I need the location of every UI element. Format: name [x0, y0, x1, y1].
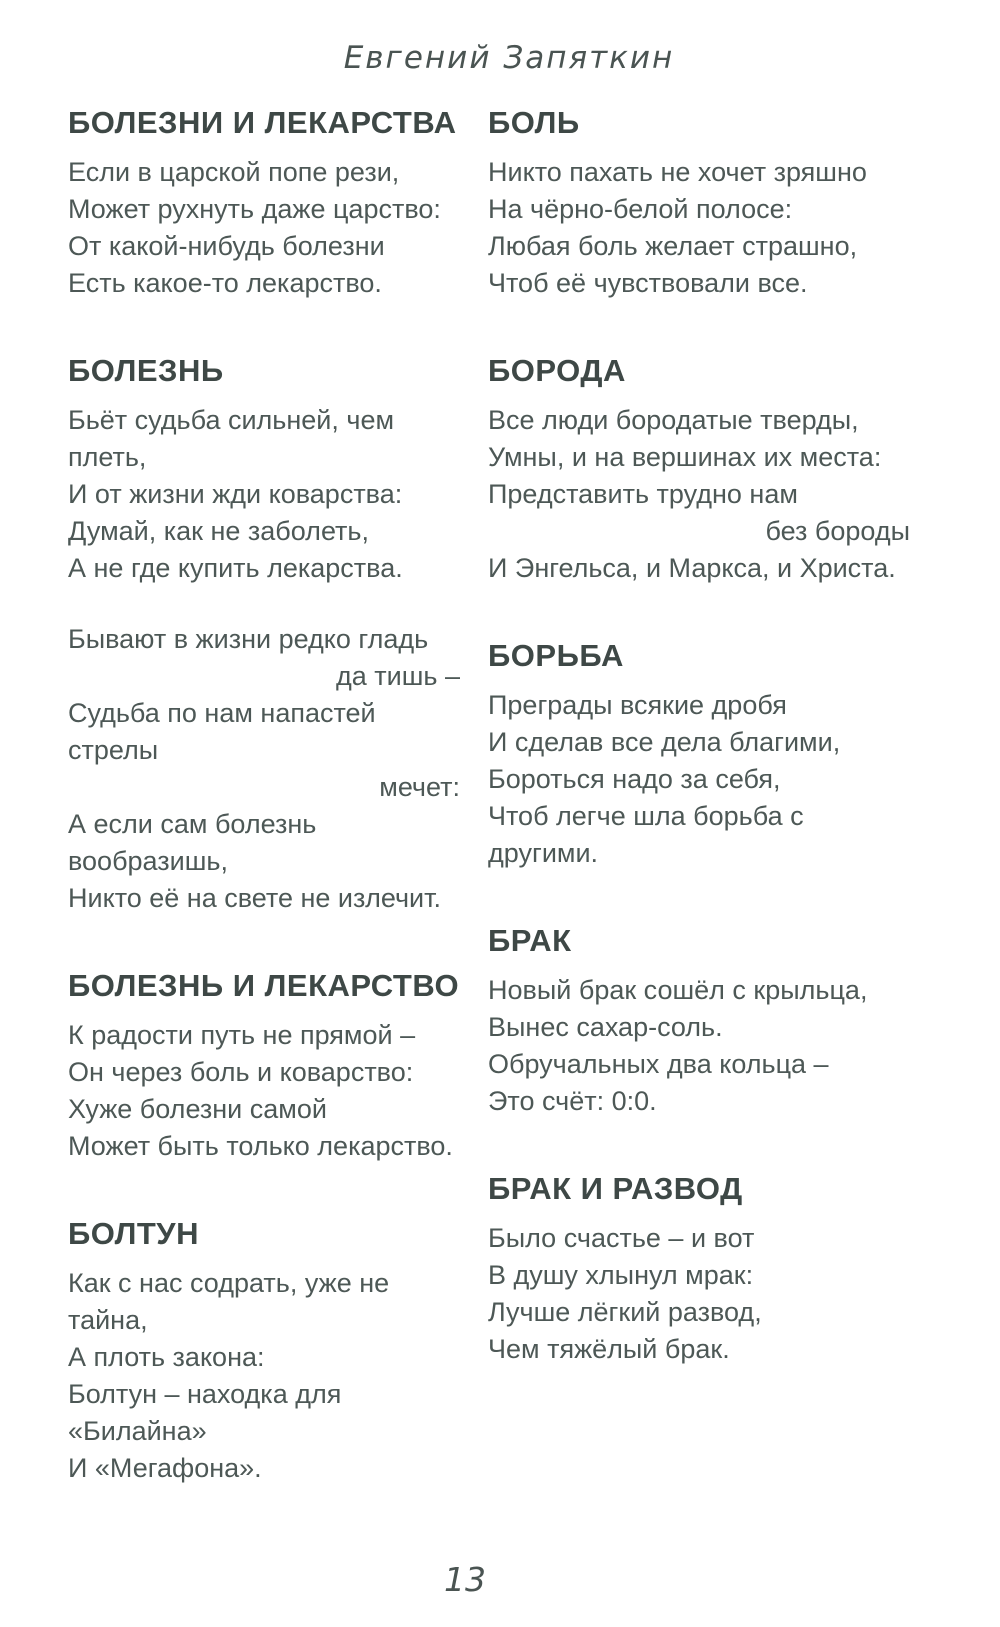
poem-line: Бороться надо за себя, [488, 764, 781, 794]
page-number: 13 [444, 1560, 486, 1599]
poem-section [488, 924, 910, 1120]
poem-line: Никто её на свете не излечит. [68, 883, 441, 913]
poem-section [68, 106, 460, 302]
poem-line: От какой-нибудь болезни [68, 231, 385, 261]
poem-line: Это счёт: 0:0. [488, 1086, 657, 1116]
poem-line: В душу хлынул мрак: [488, 1260, 754, 1290]
poem-title: БОРЬБА [488, 638, 624, 673]
poem-title: БРАК И РАЗВОД [488, 1171, 743, 1206]
poem-line: Никто пахать не хочет зряшно [488, 157, 867, 187]
poem-line: мечет: [379, 772, 460, 802]
poem-line: Новый брак сошёл с крыльца, [488, 975, 868, 1005]
poem-line: Любая боль желает страшно, [488, 231, 858, 261]
poem-line: Может быть только лекарство. [68, 1131, 453, 1161]
poem-stanza [488, 687, 910, 872]
poem-line: да тишь – [336, 661, 460, 691]
poem-line: Если в царской попе рези, [68, 157, 400, 187]
poem-section [488, 639, 910, 872]
poem-title: БРАК [488, 923, 572, 958]
right-column [488, 106, 910, 1420]
poem-line: Вынес сахар-соль. [488, 1012, 723, 1042]
poem-title: БОЛЬ [488, 105, 580, 140]
poem-stanza [488, 402, 910, 587]
poem-line: Было счастье – и вот [488, 1223, 755, 1253]
poem-line: Умны, и на вершинах их места: [488, 442, 882, 472]
poem-line: Бьёт судьба сильней, чем плеть, [68, 405, 395, 472]
poem-section [488, 354, 910, 587]
poem-stanza [68, 402, 460, 587]
poem-section [68, 969, 460, 1165]
poem-line: Лучше лёгкий развод, [488, 1297, 762, 1327]
poem-line: А не где купить лекарства. [68, 553, 403, 583]
poem-title: БОРОДА [488, 353, 626, 388]
poem-line: Бывают в жизни редко гладь [68, 624, 429, 654]
poem-line: А если сам болезнь вообразишь, [68, 809, 317, 876]
poem-line: Как с нас содрать, уже не тайна, [68, 1268, 390, 1335]
poem-title: БОЛЕЗНЬ [68, 353, 224, 388]
poem-line: К радости путь не прямой – [68, 1020, 416, 1050]
poem-line: И сделав все дела благими, [488, 727, 841, 757]
poem-line: И от жизни жди коварства: [68, 479, 403, 509]
poem-line: Чтоб легче шла борьба с другими. [488, 801, 804, 868]
poem-stanza [488, 154, 910, 302]
poem-title: БОЛЕЗНЬ И ЛЕКАРСТВО [68, 968, 460, 1003]
poem-line: Есть какое-то лекарство. [68, 268, 382, 298]
poem-line: Болтун – находка для «Билайна» [68, 1379, 342, 1446]
poem-title: БОЛТУН [68, 1216, 199, 1251]
poem-line: Судьба по нам напастей стрелы [68, 698, 376, 765]
poem-line: Представить трудно нам [488, 479, 798, 509]
poem-columns [68, 106, 920, 1539]
poem-line: Преграды всякие дробя [488, 690, 787, 720]
left-column [68, 106, 460, 1539]
poem-line: И Энгельса, и Маркса, и Христа. [488, 553, 896, 583]
poem-line: Чем тяжёлый брак. [488, 1334, 730, 1364]
poem-stanza [68, 621, 460, 917]
poem-line: Может рухнуть даже царство: [68, 194, 441, 224]
poem-line: Думай, как не заболеть, [68, 516, 369, 546]
page-footer [0, 1560, 1000, 1627]
poem-section [488, 106, 910, 302]
poem-section [68, 1217, 460, 1487]
poem-line: На чёрно-белой полосе: [488, 194, 793, 224]
poem-section [68, 354, 460, 917]
poem-line: Чтоб её чувствовали все. [488, 268, 808, 298]
poem-stanza [68, 1017, 460, 1165]
poem-line: без бороды [765, 516, 910, 546]
poem-stanza [68, 1265, 460, 1487]
poem-line: Хуже болезни самой [68, 1094, 327, 1124]
author-name: Евгений Запяткин [343, 40, 675, 76]
poem-stanza [68, 154, 460, 302]
poem-section [488, 1172, 910, 1368]
poem-line: Обручальных два кольца – [488, 1049, 829, 1079]
poem-stanza [488, 972, 910, 1120]
poem-line: Он через боль и коварство: [68, 1057, 414, 1087]
poem-line: И «Мегафона». [68, 1453, 262, 1483]
poem-title: БОЛЕЗНИ И ЛЕКАРСТВА [68, 105, 457, 140]
poem-line: А плоть закона: [68, 1342, 265, 1372]
poem-line: Все люди бородатые тверды, [488, 405, 859, 435]
poem-stanza [488, 1220, 910, 1368]
